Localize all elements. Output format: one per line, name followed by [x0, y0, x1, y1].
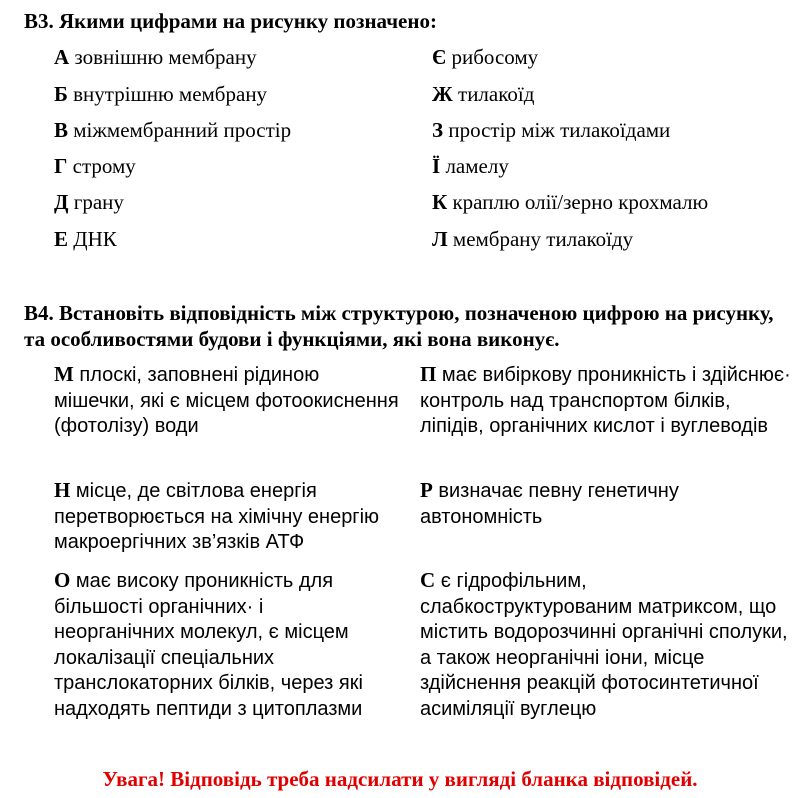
option-letter: З — [432, 118, 444, 142]
option-text: місце, де світлова енергія перетворюється на хімічну енергію макроергічних зв’язків АТФ — [54, 480, 380, 553]
b3-option — [432, 81, 534, 107]
warning-notice: Увага! Відповідь треба надсилати у вигляді бланка відповідей. — [102, 767, 698, 791]
b4-option — [420, 478, 750, 530]
b3-option — [432, 153, 509, 179]
option-letter: Ї — [432, 154, 441, 178]
option-text: ламелу — [440, 154, 509, 178]
option-letter: А — [54, 45, 70, 69]
option-letter: П — [420, 362, 437, 386]
option-text: зовнішню мембрану — [69, 45, 257, 69]
b3-option — [432, 44, 538, 70]
b4-option — [420, 362, 792, 440]
b4-option — [420, 568, 796, 722]
option-text: ДНК — [68, 227, 117, 251]
b3-question-title: B3. Якими цифрами на рисунку позначено: — [24, 9, 437, 33]
option-letter: Н — [54, 478, 71, 502]
b4-option — [54, 478, 404, 556]
option-text: тилакоїд — [452, 82, 535, 106]
option-letter: Д — [54, 190, 69, 214]
option-text: має вибіркову проникність і здійснює· контроль над транспортом білків, ліпідів, органічних кислот і вуглеводів — [420, 364, 791, 437]
option-text: є гідрофільним, слабкоструктурованим матриксом, що містить водорозчинні органічні сполуки, а також неорганічні іони, місце здійснення реакцій фотосинтетичної асиміляції вуглецю — [420, 570, 788, 720]
option-letter: В — [54, 118, 69, 142]
option-letter: Е — [54, 227, 69, 251]
option-letter: Р — [420, 478, 433, 502]
b3-option — [432, 226, 633, 252]
option-letter: М — [54, 362, 74, 386]
option-text: внутрішню мембрану — [67, 82, 268, 106]
option-letter: Г — [54, 154, 68, 178]
option-text: має високу проникність для більшості органічних· і неорганічних молекул, є місцем локалізації спеціальних транслокаторних білків, через які надходять пептиди з цитоплазми — [54, 570, 363, 720]
option-letter: Ж — [432, 82, 453, 106]
b3-option — [54, 226, 117, 252]
option-letter: Л — [432, 227, 448, 251]
b4-option — [54, 568, 374, 722]
b3-option — [54, 117, 291, 143]
b4-question-title: B4. Встановіть відповідність між структурою, позначеною цифрою на рисунку, та особливостями будови і функціями, які вона виконує. — [24, 301, 774, 351]
option-text: краплю олії/зерно крохмалю — [447, 190, 709, 214]
b3-option — [54, 189, 124, 215]
option-letter: К — [432, 190, 448, 214]
option-text: плоскі, заповнені рідиною мішечки, які є місцем фотоокиснення (фотолізу) води — [54, 364, 399, 437]
b4-option — [54, 362, 404, 440]
option-letter: С — [420, 568, 436, 592]
option-text: мембрану тилакоїду — [447, 227, 634, 251]
option-letter: Б — [54, 82, 68, 106]
option-text: строму — [67, 154, 136, 178]
option-letter: О — [54, 568, 71, 592]
option-text: визначає певну генетичну автономність — [420, 480, 679, 528]
b3-option — [54, 153, 136, 179]
b3-option — [54, 81, 267, 107]
option-text: простір між тилакоїдами — [443, 118, 671, 142]
b3-option — [54, 44, 257, 70]
option-letter: Є — [432, 45, 447, 69]
option-text: рибосому — [446, 45, 539, 69]
b3-option — [432, 189, 708, 215]
b3-option — [432, 117, 670, 143]
option-text: грану — [68, 190, 124, 214]
option-text: міжмембранний простір — [68, 118, 292, 142]
